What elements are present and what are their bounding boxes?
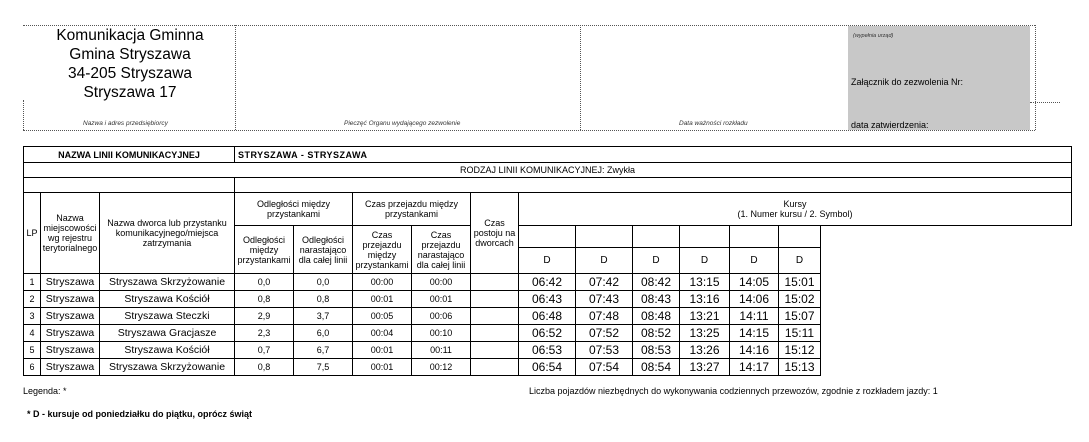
row-dwell: [471, 342, 519, 359]
run-number-3: [633, 226, 680, 248]
row-time-between: 00:00: [353, 274, 412, 291]
col-dist-between: Odległości między przystankami: [235, 226, 294, 274]
row-dist-cumulative: 7,5: [294, 359, 353, 376]
row-place: Stryszawa: [41, 342, 100, 359]
row-time-between: 00:01: [353, 342, 412, 359]
row-lp: 4: [24, 325, 41, 342]
run-symbol-5: D: [730, 248, 779, 274]
row-run-time-2: 07:48: [576, 308, 633, 325]
header-row-1: [24, 193, 1072, 226]
row-run-time-4: 13:27: [680, 359, 730, 376]
row-run-time-1: 06:42: [519, 274, 576, 291]
header-divider-1: [235, 25, 236, 130]
col-stop: Nazwa dworca lub przystanku komunikacyjnego/miejsca zatrzymania: [100, 193, 235, 274]
row-stop: Stryszawa Kościół: [100, 291, 235, 308]
row-run-time-5: 14:16: [730, 342, 779, 359]
row-dist-between: 2,9: [235, 308, 294, 325]
col-time-cumulative: Czas przejazdu narastająco dla całej linii: [412, 226, 471, 274]
company-line-2: Gmina Stryszawa: [69, 46, 191, 63]
header-right-border: [1035, 25, 1036, 130]
table-row: [24, 359, 1072, 376]
row-time-between: 00:01: [353, 291, 412, 308]
line-name-row: [24, 147, 1072, 163]
row-empty: [821, 325, 1072, 342]
row-lp: 1: [24, 274, 41, 291]
col-lp: LP: [24, 193, 41, 274]
row-dist-between: 0,8: [235, 359, 294, 376]
row-run-time-1: 06:53: [519, 342, 576, 359]
row-empty: [821, 291, 1072, 308]
row-lp: 3: [24, 308, 41, 325]
line-name-value: STRYSZAWA - STRYSZAWA: [235, 147, 1072, 163]
row-run-time-3: 08:53: [633, 342, 680, 359]
company-line-1: Komunikacja Gminna: [56, 27, 204, 44]
attachment-label: Załącznik do zezwolenia Nr:: [851, 77, 964, 87]
row-dist-cumulative: 0,8: [294, 291, 353, 308]
runs-empty-area: [821, 226, 1072, 274]
row-run-time-1: 06:52: [519, 325, 576, 342]
row-empty: [821, 274, 1072, 291]
row-run-time-2: 07:43: [576, 291, 633, 308]
col-dwell: Czas postoju na dworcach: [471, 193, 519, 274]
row-stop: Stryszawa Gracjasze: [100, 325, 235, 342]
row-run-time-3: 08:54: [633, 359, 680, 376]
col-times: Czas przejazdu między przystankami: [353, 193, 471, 226]
row-empty: [821, 342, 1072, 359]
row-run-time-2: 07:52: [576, 325, 633, 342]
header-bottom-border: [23, 130, 1035, 131]
row-run-time-4: 13:26: [680, 342, 730, 359]
row-run-time-6: 15:02: [779, 291, 821, 308]
row-run-time-4: 13:25: [680, 325, 730, 342]
col-runs: [519, 193, 1072, 226]
row-run-time-4: 13:16: [680, 291, 730, 308]
run-number-1: [519, 226, 576, 248]
row-time-cumulative: 00:06: [412, 308, 471, 325]
row-time-cumulative: 00:10: [412, 325, 471, 342]
row-empty: [821, 308, 1072, 325]
run-number-5: [730, 226, 779, 248]
run-number-6: [779, 226, 821, 248]
row-time-cumulative: 00:11: [412, 342, 471, 359]
row-run-time-6: 15:11: [779, 325, 821, 342]
row-dist-cumulative: 3,7: [294, 308, 353, 325]
row-run-time-5: 14:17: [730, 359, 779, 376]
company-line-3: 34-205 Stryszawa: [67, 65, 193, 82]
vehicles-note: Liczba pojazdów niezbędnych do wykonywania codziennych przewozów, zgodnie z rozkładem jazdy: 1: [529, 386, 938, 396]
timetable: [23, 146, 1072, 376]
label-authority: Pieczęć Organu wydającego zezwolenie: [344, 120, 461, 127]
legend-label: Legenda: *: [23, 386, 67, 396]
table-row: [24, 291, 1072, 308]
row-dist-cumulative: 6,0: [294, 325, 353, 342]
row-empty: [821, 359, 1072, 376]
row-dist-cumulative: 6,7: [294, 342, 353, 359]
run-symbol-1: D: [519, 248, 576, 274]
header-divider-2: [580, 25, 581, 130]
row-dwell: [471, 359, 519, 376]
row-time-between: 00:04: [353, 325, 412, 342]
row-run-time-1: 06:43: [519, 291, 576, 308]
row-run-time-3: 08:48: [633, 308, 680, 325]
run-symbol-2: D: [576, 248, 633, 274]
run-number-2: [576, 226, 633, 248]
row-run-time-3: 08:43: [633, 291, 680, 308]
row-run-time-4: 13:15: [680, 274, 730, 291]
label-validity: Data ważności rozkładu: [679, 120, 748, 127]
table-row: [24, 308, 1072, 325]
label-company: Nazwa i adres przedsiębiorcy: [83, 120, 168, 127]
row-time-cumulative: 00:12: [412, 359, 471, 376]
row-run-time-4: 13:21: [680, 308, 730, 325]
line-type: RODZAJ LINII KOMUNIKACYJNEJ: Zwykła: [24, 163, 1072, 178]
row-dist-between: 2,3: [235, 325, 294, 342]
row-run-time-5: 14:06: [730, 291, 779, 308]
row-run-time-2: 07:54: [576, 359, 633, 376]
row-time-cumulative: 00:01: [412, 291, 471, 308]
row-dist-between: 0,0: [235, 274, 294, 291]
row-run-time-6: 15:13: [779, 359, 821, 376]
row-stop: Stryszawa Skrzyżowanie: [100, 359, 235, 376]
table-row: [24, 274, 1072, 291]
run-symbol-3: D: [633, 248, 680, 274]
row-run-time-2: 07:42: [576, 274, 633, 291]
row-place: Stryszawa: [41, 308, 100, 325]
header-left-border: [23, 100, 24, 130]
row-place: Stryszawa: [41, 291, 100, 308]
row-run-time-6: 15:01: [779, 274, 821, 291]
run-symbol-4: D: [680, 248, 730, 274]
table-row: [24, 325, 1072, 342]
spacer-cell-right: [235, 178, 1072, 193]
col-place: Nazwa miejscowości wg rejestru terytorialnego: [41, 193, 100, 274]
row-stop: Stryszawa Skrzyżowanie: [100, 274, 235, 291]
row-stop: Stryszawa Steczki: [100, 308, 235, 325]
row-time-cumulative: 00:00: [412, 274, 471, 291]
row-time-between: 00:01: [353, 359, 412, 376]
row-run-time-5: 14:11: [730, 308, 779, 325]
col-runs-title: Kursy: [783, 199, 807, 209]
row-run-time-6: 15:12: [779, 342, 821, 359]
row-run-time-3: 08:42: [633, 274, 680, 291]
row-run-time-5: 14:15: [730, 325, 779, 342]
row-run-time-5: 14:05: [730, 274, 779, 291]
spacer-row: [24, 178, 1072, 193]
run-number-4: [680, 226, 730, 248]
row-dwell: [471, 308, 519, 325]
table-row: [24, 342, 1072, 359]
attachment-line: [1030, 102, 1060, 103]
row-time-between: 00:05: [353, 308, 412, 325]
row-run-time-6: 15:07: [779, 308, 821, 325]
row-place: Stryszawa: [41, 359, 100, 376]
line-name-label: NAZWA LINII KOMUNIKACYJNEJ: [24, 147, 235, 163]
col-distances: Odległości między przystankami: [235, 193, 353, 226]
row-dist-between: 0,7: [235, 342, 294, 359]
company-address: [30, 26, 230, 102]
col-time-between: Czas przejazdu między przystankami: [353, 226, 412, 274]
row-lp: 6: [24, 359, 41, 376]
row-place: Stryszawa: [41, 274, 100, 291]
row-stop: Stryszawa Kościół: [100, 342, 235, 359]
col-runs-subtitle: (1. Numer kursu / 2. Symbol): [737, 209, 853, 219]
row-run-time-1: 06:48: [519, 308, 576, 325]
line-type-row: [24, 163, 1072, 178]
approval-label: data zatwierdzenia:: [851, 120, 929, 130]
row-lp: 2: [24, 291, 41, 308]
row-dist-between: 0,8: [235, 291, 294, 308]
row-place: Stryszawa: [41, 325, 100, 342]
company-line-4: Stryszawa 17: [83, 84, 177, 101]
row-dist-cumulative: 0,0: [294, 274, 353, 291]
row-dwell: [471, 325, 519, 342]
legend-item: * D - kursuje od poniedziałku do piątku, oprócz świąt: [27, 409, 253, 419]
col-dist-cumulative: Odległości narastająco dla całej linii: [294, 226, 353, 274]
row-dwell: [471, 291, 519, 308]
row-dwell: [471, 274, 519, 291]
spacer-cell-left: [24, 178, 235, 193]
office-note: (wypełnia urząd): [853, 33, 894, 39]
row-lp: 5: [24, 342, 41, 359]
row-run-time-1: 06:54: [519, 359, 576, 376]
row-run-time-3: 08:52: [633, 325, 680, 342]
run-symbol-6: D: [779, 248, 821, 274]
row-run-time-2: 07:53: [576, 342, 633, 359]
